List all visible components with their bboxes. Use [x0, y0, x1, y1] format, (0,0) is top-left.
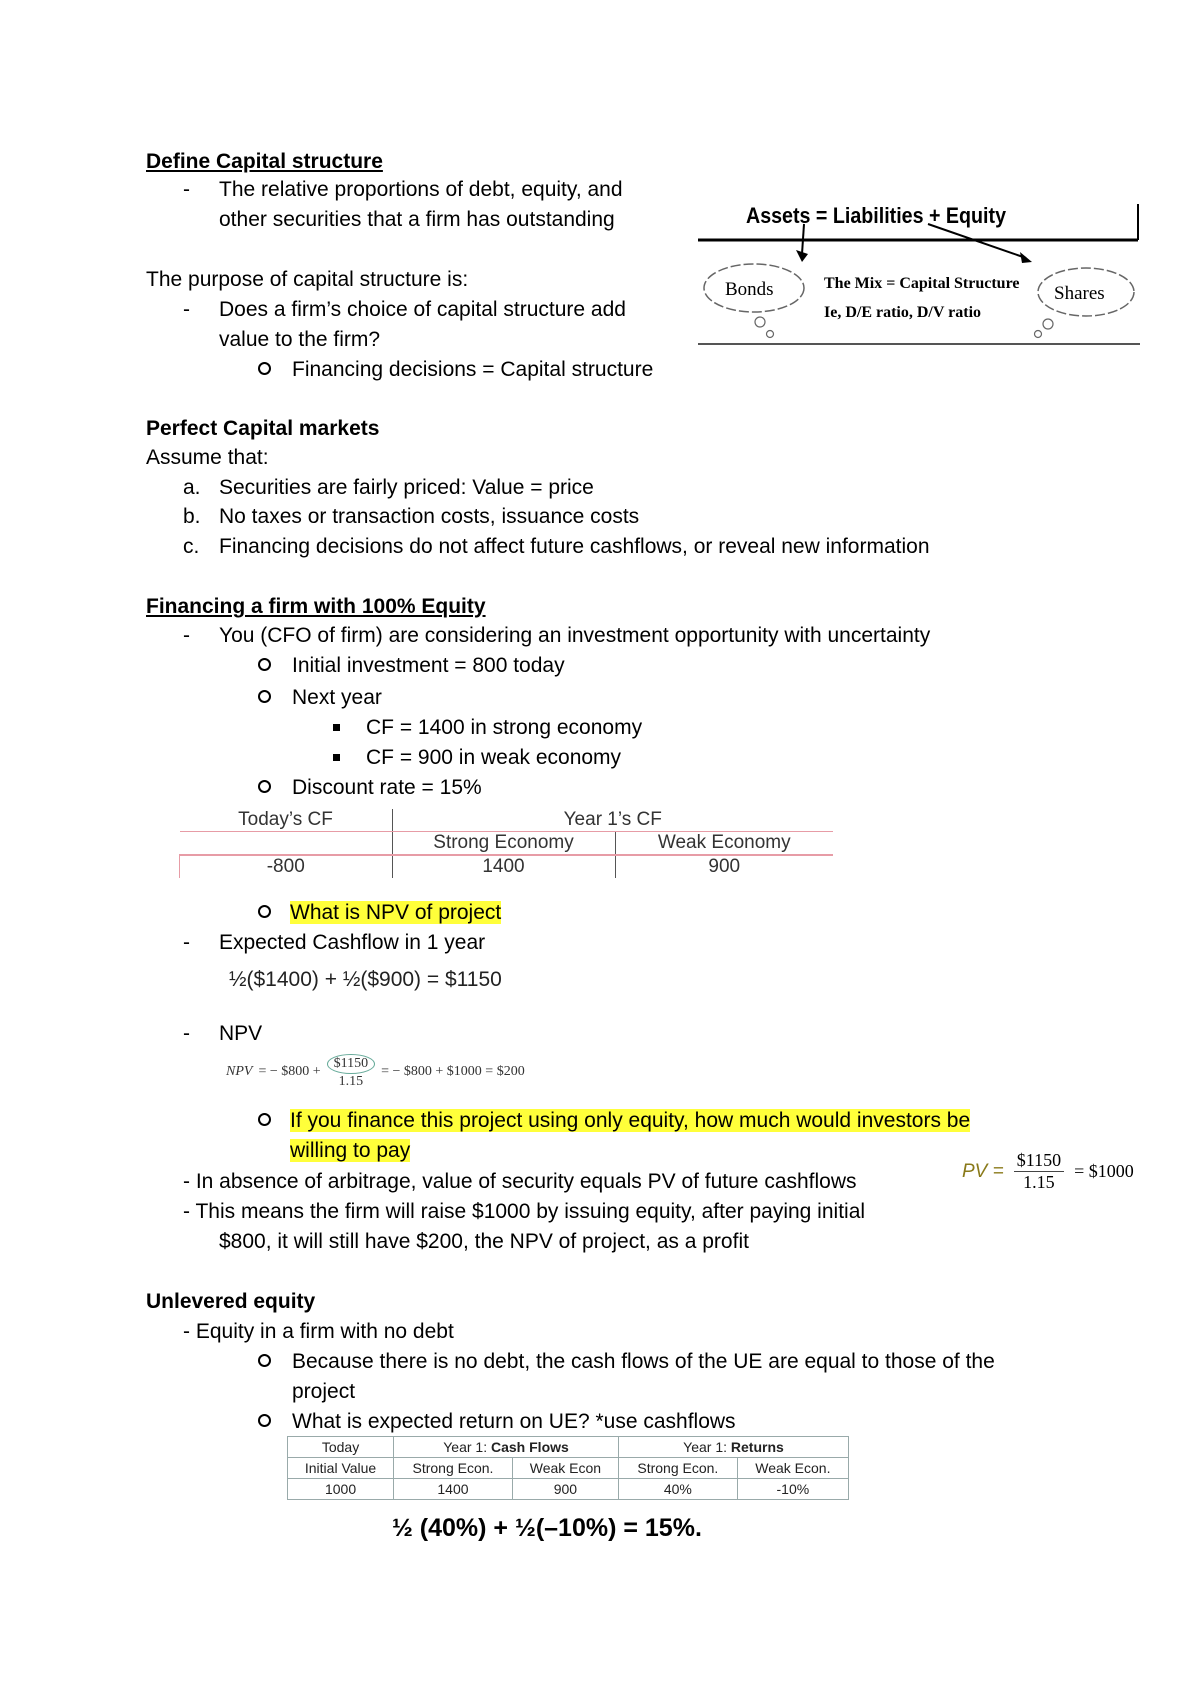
square-bullet-icon — [333, 744, 340, 772]
mix-label: The Mix = Capital Structure — [824, 275, 1020, 292]
pv-numerator: $1150 — [1014, 1150, 1064, 1172]
investor-question-text-1: If you finance this project using only equity, how much would investors be — [290, 1109, 971, 1132]
circle-bullet-icon — [258, 652, 271, 680]
bonds-thought-dot-icon — [755, 317, 765, 327]
shares-label: Shares — [1054, 283, 1105, 304]
subheader-strong-econ: Strong Econ. — [394, 1458, 513, 1479]
expected-cashflow-line: Expected Cashflow in 1 year — [219, 931, 486, 954]
value-weak: 900 — [708, 856, 741, 877]
subheader-strong-econ-returns: Strong Econ. — [618, 1458, 737, 1479]
definition-line-2: other securities that a firm has outstanding — [219, 208, 615, 231]
investor-question-line-2 — [290, 1137, 410, 1165]
purpose-question-line-1: Does a firm’s choice of capital structure add — [219, 298, 626, 321]
value-strong: 1400 — [392, 855, 615, 878]
section-title-100-equity: Financing a firm with 100% Equity — [146, 595, 486, 618]
npv-formula-part2: = − $800 + $1000 = $200 — [381, 1064, 525, 1079]
next-year-line: Next year — [292, 686, 382, 709]
value-initial: 1000 — [288, 1479, 394, 1500]
header-cashflows-bold: Cash Flows — [491, 1439, 569, 1455]
assumption-item: No taxes or transaction costs, issuance costs — [219, 505, 640, 528]
pv-label: PV = — [962, 1160, 1004, 1182]
value-today: -800 — [180, 855, 393, 878]
npv-fraction-numerator: $1150 — [327, 1054, 375, 1074]
square-bullet-icon — [333, 714, 340, 742]
header-year1-cashflows: Year 1: Cash Flows — [394, 1437, 619, 1458]
strong-economy-cf-line: CF = 1400 in strong economy — [366, 716, 643, 739]
pv-formula — [962, 1150, 1134, 1193]
circle-bullet-icon — [258, 684, 271, 712]
npv-formula-part1: = − $800 + — [258, 1064, 321, 1079]
subheader-weak-econ-returns: Weak Econ. — [737, 1458, 848, 1479]
unlevered-definition-line: - Equity in a firm with no debt — [183, 1320, 454, 1343]
dash-bullet: - — [183, 298, 190, 321]
value-strong-return: 40% — [618, 1479, 737, 1500]
header-today-cf: Today’s CF — [180, 809, 393, 832]
value-weak-return: -10% — [737, 1479, 848, 1500]
section-title-perfect-capital-markets: Perfect Capital markets — [146, 417, 380, 440]
assume-label: Assume that: — [146, 446, 269, 469]
diagram-equation: Assets = Liabilities + Equity — [746, 203, 1007, 228]
npv-label: NPV — [219, 1022, 263, 1045]
arbitrage-line: - In absence of arbitrage, value of security equals PV of future cashflows — [183, 1170, 857, 1193]
shares-arrowhead-icon — [1020, 252, 1032, 263]
list-marker: a. — [183, 476, 201, 499]
npv-formula-lhs: NPV — [226, 1064, 253, 1079]
shares-thought-dot-icon — [1035, 331, 1042, 338]
dash-bullet: - — [183, 624, 190, 647]
pv-result: = $1000 — [1074, 1161, 1134, 1181]
shares-thought-dot-icon — [1043, 319, 1053, 329]
circle-bullet-icon — [258, 1348, 271, 1376]
capital-structure-diagram — [698, 196, 1144, 352]
circle-bullet-icon — [258, 899, 271, 927]
npv-question-text: What is NPV of project — [290, 901, 502, 924]
section-title-capital-structure: Define Capital structure — [146, 150, 383, 173]
ratios-label: Ie, D/E ratio, D/V ratio — [824, 304, 982, 321]
purpose-question-line-2: value to the firm? — [219, 328, 381, 351]
expected-return-result: ½ (40%) + ½(–10%) = 15%. — [392, 1514, 702, 1542]
subheader-initial-value: Initial Value — [288, 1458, 394, 1479]
raise-equity-line-2: $800, it will still have $200, the NPV of project, as a profit — [219, 1230, 749, 1253]
no-debt-line-1: Because there is no debt, the cash flows of the UE are equal to those of the — [292, 1350, 995, 1373]
assumption-item: Securities are fairly priced: Value = price — [219, 476, 594, 499]
header-strong-economy: Strong Economy — [392, 832, 615, 856]
subheader-weak-econ: Weak Econ — [512, 1458, 618, 1479]
npv-question-highlighted — [290, 899, 501, 927]
dash-bullet: - — [183, 178, 190, 201]
expected-cashflow-equation: ½($1400) + ½($900) = $1150 — [229, 968, 502, 991]
no-debt-line-2: project — [292, 1380, 356, 1403]
financing-decisions-line: Financing decisions = Capital structure — [292, 358, 654, 381]
investor-question-text-2: willing to pay — [290, 1139, 411, 1162]
purpose-heading: The purpose of capital structure is: — [146, 268, 469, 291]
investor-question-line-1 — [290, 1107, 970, 1135]
pv-denominator: 1.15 — [1023, 1172, 1055, 1192]
circle-bullet-icon — [258, 1107, 271, 1135]
dash-bullet: - — [183, 931, 190, 954]
bonds-arrow-icon — [802, 224, 804, 254]
header-blank-cell — [180, 832, 393, 856]
list-marker: c. — [183, 535, 200, 558]
circle-bullet-icon — [258, 774, 271, 802]
list-marker: b. — [183, 505, 201, 528]
section-title-unlevered-equity: Unlevered equity — [146, 1290, 316, 1313]
header-today: Today — [288, 1437, 394, 1458]
discount-rate-line: Discount rate = 15% — [292, 776, 482, 799]
header-weak-economy: Weak Economy — [615, 832, 833, 856]
cfo-scenario-line: You (CFO of firm) are considering an investment opportunity with uncertainty — [219, 624, 931, 647]
header-year1-returns: Year 1: Returns — [618, 1437, 848, 1458]
cashflow-table — [179, 809, 833, 878]
npv-fraction — [327, 1054, 375, 1090]
initial-investment-line: Initial investment = 800 today — [292, 654, 565, 677]
value-strong-cf: 1400 — [394, 1479, 513, 1500]
header-returns-bold: Returns — [730, 1439, 784, 1455]
npv-formula — [226, 1054, 525, 1090]
pv-fraction — [1014, 1150, 1064, 1193]
expected-return-question: What is expected return on UE? *use cashflows — [292, 1410, 736, 1433]
weak-economy-cf-line: CF = 900 in weak economy — [366, 746, 622, 769]
npv-fraction-denominator: 1.15 — [338, 1074, 364, 1089]
circle-bullet-icon — [258, 1408, 271, 1436]
raise-equity-line-1: - This means the firm will raise $1000 by issuing equity, after paying initial — [183, 1200, 866, 1223]
circle-bullet-icon — [258, 356, 271, 384]
dash-bullet: - — [183, 1022, 190, 1045]
header-year1-cf: Year 1’s CF — [392, 809, 833, 832]
bonds-thought-dot-icon — [767, 331, 774, 338]
value-weak-cf: 900 — [512, 1479, 618, 1500]
returns-table — [287, 1436, 849, 1500]
assumption-item: Financing decisions do not affect future cashflows, or reveal new information — [219, 535, 930, 558]
bonds-label: Bonds — [725, 279, 774, 300]
definition-line-1: The relative proportions of debt, equity, and — [219, 178, 623, 201]
